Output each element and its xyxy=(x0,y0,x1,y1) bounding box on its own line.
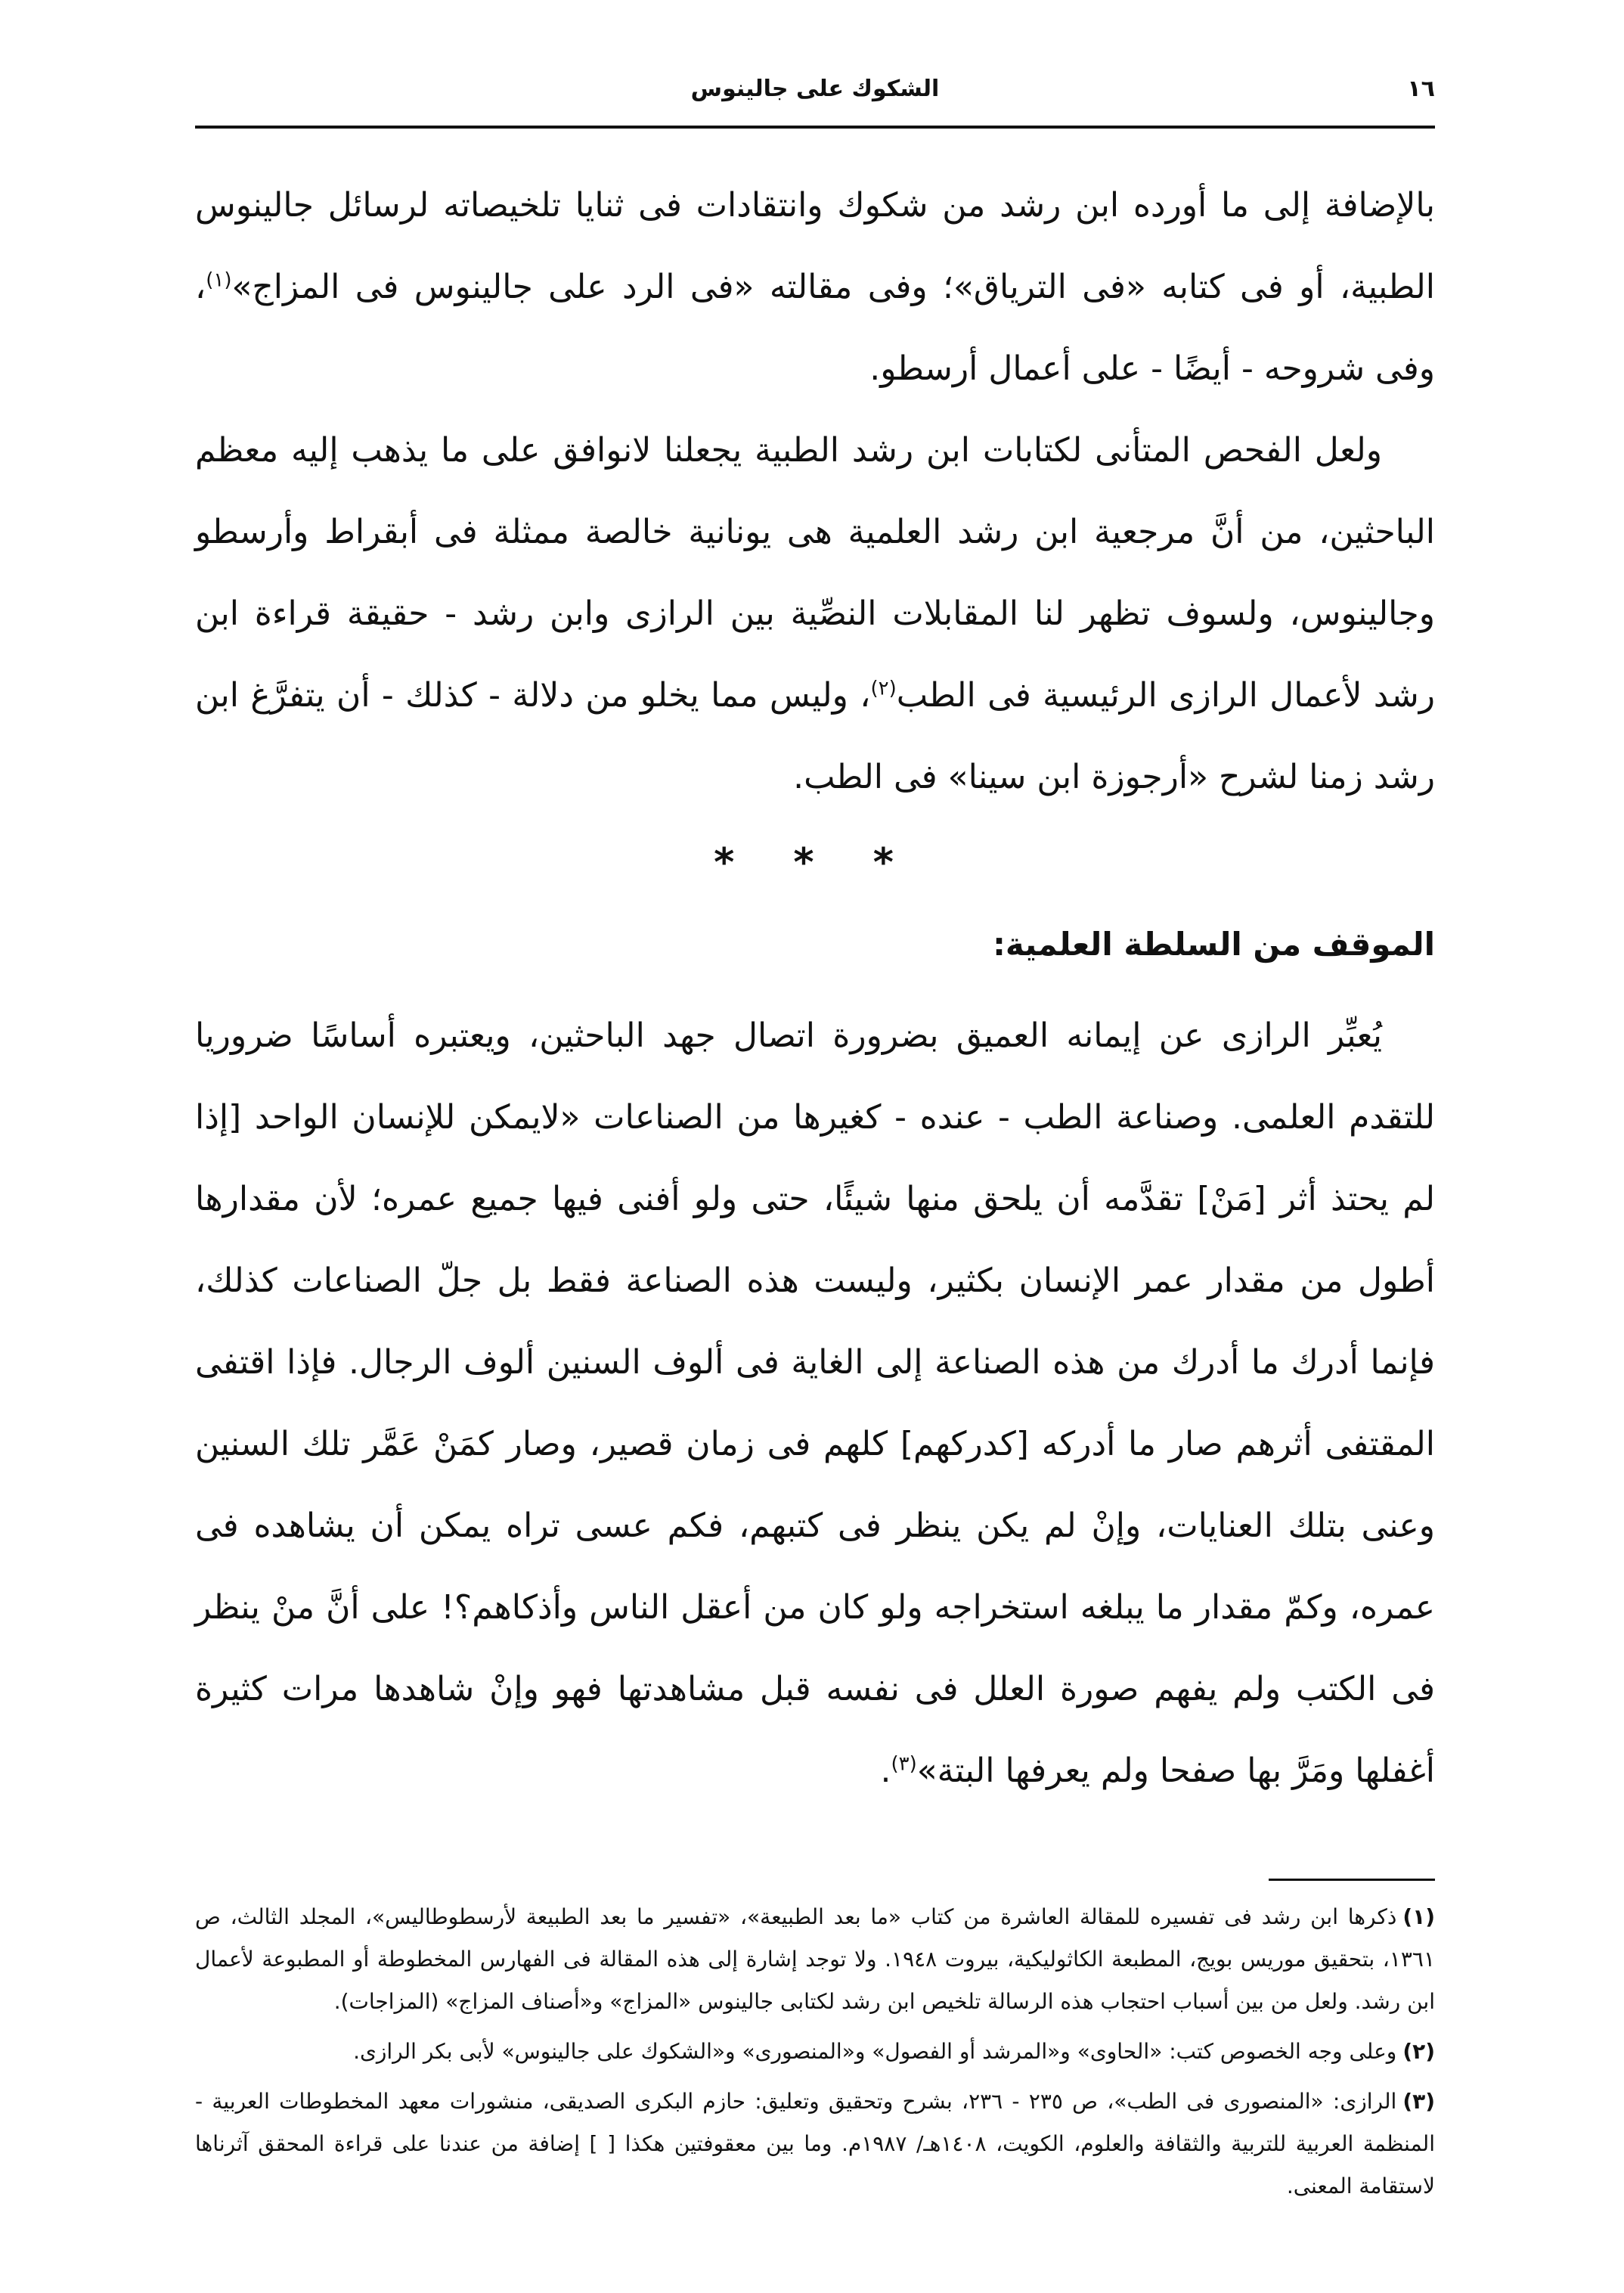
footnote-3-marker: (٣) xyxy=(1402,2089,1435,2114)
intro-paragraph-2-text-a: ولعل الفحص المتأنى لكتابات ابن رشد الطبية يجعلنا لانوافق على ما يذهب إليه معظم الباحثين، من أنَّ مرجعية ابن رشد العلمية هى يونانية خالصة ممثلة فى أبقراط وأرسطو وجالينوس، ولسوف تظهر لنا المقابلات النصِّية بين الرازى وابن رشد - حقيقة قراءة ابن رشد لأعمال الرازى الرئيسية فى الطب xyxy=(195,431,1436,715)
intro-paragraph-2 xyxy=(195,410,1435,818)
section-paragraph-1-text-a: يُعبِّر الرازى عن إيمانه العميق بضرورة اتصال جهد الباحثين، ويعتبره أساسًا ضروريا للتقدم العلمى. وصناعة الطب - عنده - كغيرها من الصناعات «لايمكن للإنسان الواحد [إذا لم يحتذ أثر [مَنْ] تقدَّمه أن يلحق منها شيئًا، حتى ولو أفنى فيها جميع عمره؛ لأن مقدارها أطول من مقدار عمر الإنسان بكثير، وليست هذه الصناعة فقط بل جلّ الصناعات كذلك، فإنما أدرك ما أدرك من هذه الصناعة إلى الغاية فى ألوف السنين ألوف الرجال. فإذا اقتفى المقتفى أثرهم صار ما أدركه [كدركهم] كلهم فى زمان قصير، وصار كمَنْ عَمَّر تلك السنين وعنى بتلك العنايات، وإنْ لم يكن ينظر فى كتبهم، فكم عسى تراه يمكن أن يشاهده فى عمره، وكمّ مقدار ما يبلغه استخراجه ولو كان من أعقل الناس وأذكاهم؟! على أنَّ منْ ينظر فى الكتب ولم يفهم صورة العلل فى نفسه قبل مشاهدتها فهو وإنْ شاهدها مرات كثيرة أغفلها ومَرَّ بها صفحا ولم يعرفها البتة» xyxy=(195,1016,1435,1790)
intro-paragraph-1-text-a: بالإضافة إلى ما أورده ابن رشد من شكوك وانتقادات فى ثنايا تلخيصاته لرسائل جالينوس الطبية، أو فى كتابه «فى الترياق»؛ وفى مقالته «فى الرد على جالينوس فى المزاج» xyxy=(195,186,1435,306)
footnote-ref-3[interactable]: (٣) xyxy=(891,1752,917,1776)
section-separator: * * * xyxy=(714,840,916,886)
section-paragraph-1-text-b: . xyxy=(880,1752,891,1790)
intro-paragraph-1 xyxy=(195,165,1435,410)
footnote-ref-1[interactable]: (١) xyxy=(206,268,232,292)
section-heading: الموقف من السلطة العلمية: xyxy=(993,926,1435,963)
footnote-3 xyxy=(195,2080,1435,2208)
intro-paragraph-2-text-b: ، وليس مما يخلو من دلالة - كذلك - أن يتفرَّغ ابن رشد زمنا لشرح «أرجوزة ابن سينا» فى الطب. xyxy=(195,676,1435,796)
footnote-ref-2[interactable]: (٢) xyxy=(870,677,897,700)
footnote-3-text: الرازى: «المنصورى فى الطب»، ص ٢٣٥ - ٢٣٦، بشرح وتحقيق وتعليق: حازم البكرى الصديقى، منشورات معهد المخطوطات العربية - المنظمة العربية للتربية والثقافة والعلوم، الكويت، ١٤٠٨هـ/ ١٩٨٧م. وما بين معقوفتين هكذا [ ] إضافة من عندنا على قراءة المحقق آثرناها لاستقامة المعنى. xyxy=(195,2089,1435,2198)
running-title: الشكوك على جالينوس xyxy=(690,76,940,102)
page-number: ١٦ xyxy=(1407,76,1435,102)
body-text xyxy=(195,165,1435,1812)
book-page xyxy=(195,61,1435,2254)
footnote-2 xyxy=(195,2031,1435,2073)
footnote-1-text: ذكرها ابن رشد فى تفسيره للمقالة العاشرة من كتاب «ما بعد الطبيعة»، «تفسير ما بعد الطبيعة لأرسطوطاليس»، المجلد الثالث، ص ١٣٦١، بتحقيق موريس بويج، المطبعة الكاثوليكية، بيروت ١٩٤٨. ولا توجد إشارة إلى هذه المقالة فى الفهارس المخطوطة أو المطبوعة لأعمال ابن رشد. ولعل من بين أسباب احتجاب هذه الرسالة تلخيص ابن رشد لكتابى جالينوس «المزاج» و«أصناف المزاج» (المزاجات). xyxy=(195,1904,1435,2014)
intro-paragraph-1-text-b: ، وفى شروحه - أيضًا - على أعمال أرسطو. xyxy=(195,268,1435,388)
footnote-2-marker: (٢) xyxy=(1402,2039,1435,2064)
footnote-1-marker: (١) xyxy=(1402,1904,1435,1929)
footnote-1 xyxy=(195,1896,1435,2023)
header-rule xyxy=(195,126,1435,129)
footnote-2-text: وعلى وجه الخصوص كتب: «الحاوى» و«المرشد أو الفصول» و«المنصورى» و«الشكوك على جالينوس» لأبى بكر الرازى. xyxy=(353,2039,1397,2064)
section-paragraph-1 xyxy=(195,995,1435,1812)
footnotes xyxy=(195,1896,1435,2208)
running-header xyxy=(195,61,1435,126)
footnote-rule xyxy=(1269,1879,1435,1881)
